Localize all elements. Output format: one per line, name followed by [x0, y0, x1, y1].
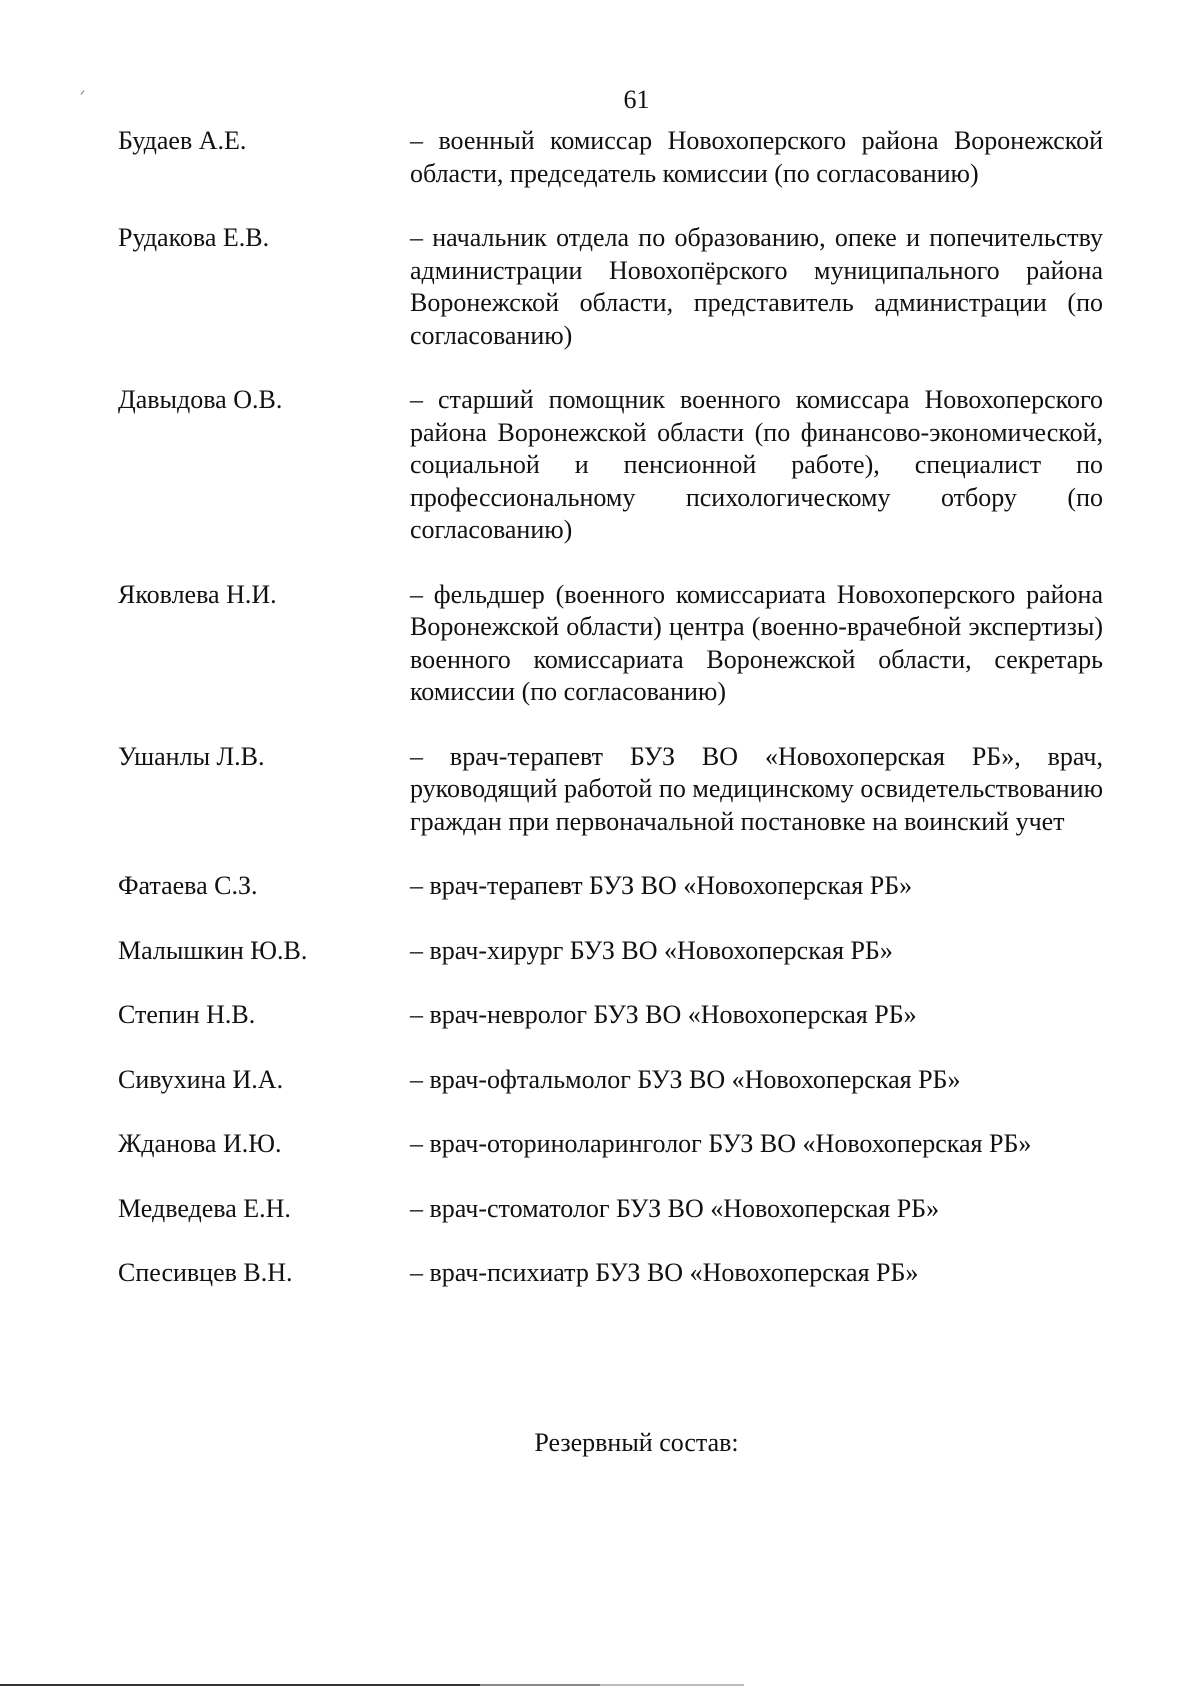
member-row: [118, 1128, 1103, 1161]
member-name: Жданова И.Ю.: [118, 1129, 282, 1158]
member-row: [118, 1193, 1103, 1226]
member-row: [118, 870, 1103, 903]
member-role: – фельдшер (военного комиссариата Новохоперского района Воронежской области) центра (военно-врачебной экспертизы) военного комиссариата Воронежской области, секретарь комиссии (по согласованию): [410, 579, 1103, 706]
member-row: [118, 1257, 1103, 1290]
member-name: Давыдова О.В.: [118, 385, 283, 414]
member-role: – военный комиссар Новохоперского района Воронежской области, председатель комиссии (по согласованию): [410, 126, 1103, 188]
member-role: – врач-офтальмолог БУЗ ВО «Новохоперская РБ»: [410, 1064, 961, 1094]
member-row: [118, 384, 1103, 547]
member-row: [118, 1064, 1103, 1097]
member-name: Сивухина И.А.: [118, 1064, 284, 1094]
reserve-section-title: Резервный состав:: [534, 1428, 739, 1457]
member-name: Рудакова Е.В.: [118, 223, 270, 252]
member-role: – врач-терапевт БУЗ ВО «Новохоперская РБ», врач, руководящий работой по медицинскому освидетельствованию граждан при первоначальной постановке на воинский учет: [410, 741, 1103, 836]
member-row: [118, 222, 1103, 352]
member-row: [118, 741, 1103, 839]
member-role: – врач-оториноларинголог БУЗ ВО «Новохоперская РБ»: [410, 1129, 1032, 1158]
member-role: – врач-стоматолог БУЗ ВО «Новохоперская РБ»: [410, 1193, 940, 1223]
member-name: Спесивцев В.Н.: [118, 1258, 293, 1287]
members-list: [118, 125, 1103, 1290]
member-row: [118, 125, 1103, 190]
member-role: – врач-психиатр БУЗ ВО «Новохоперская РБ»: [410, 1258, 919, 1287]
member-role: – начальник отдела по образованию, опеке и попечительству администрации Новохопёрского муниципального района Воронежской области, представитель администрации (по согласованию): [410, 223, 1103, 350]
member-name: Степин Н.В.: [118, 1000, 256, 1029]
member-name: Будаев А.Е.: [118, 126, 247, 155]
member-role: – врач-терапевт БУЗ ВО «Новохоперская РБ»: [410, 871, 913, 900]
member-name: Медведева Е.Н.: [118, 1193, 291, 1223]
member-row: [118, 935, 1103, 968]
member-name: Ушанлы Л.В.: [118, 741, 265, 771]
page-number: 61: [623, 85, 650, 114]
member-name: Фатаева С.З.: [118, 871, 258, 900]
member-name: Яковлева Н.И.: [118, 579, 277, 609]
member-row: [118, 579, 1103, 709]
member-role: – врач-невролог БУЗ ВО «Новохоперская РБ»: [410, 1000, 917, 1029]
member-role: – врач-хирург БУЗ ВО «Новохоперская РБ»: [410, 935, 893, 965]
member-name: Малышкин Ю.В.: [118, 935, 308, 965]
member-role: – старший помощник военного комиссара Новохоперского района Воронежской области (по финансово-экономической, социальной и пенсионной работе), специалист по профессиональному психологическому отбору (по согласованию): [410, 385, 1103, 544]
bottom-border-line: [0, 1684, 1200, 1686]
member-row: [118, 999, 1103, 1032]
